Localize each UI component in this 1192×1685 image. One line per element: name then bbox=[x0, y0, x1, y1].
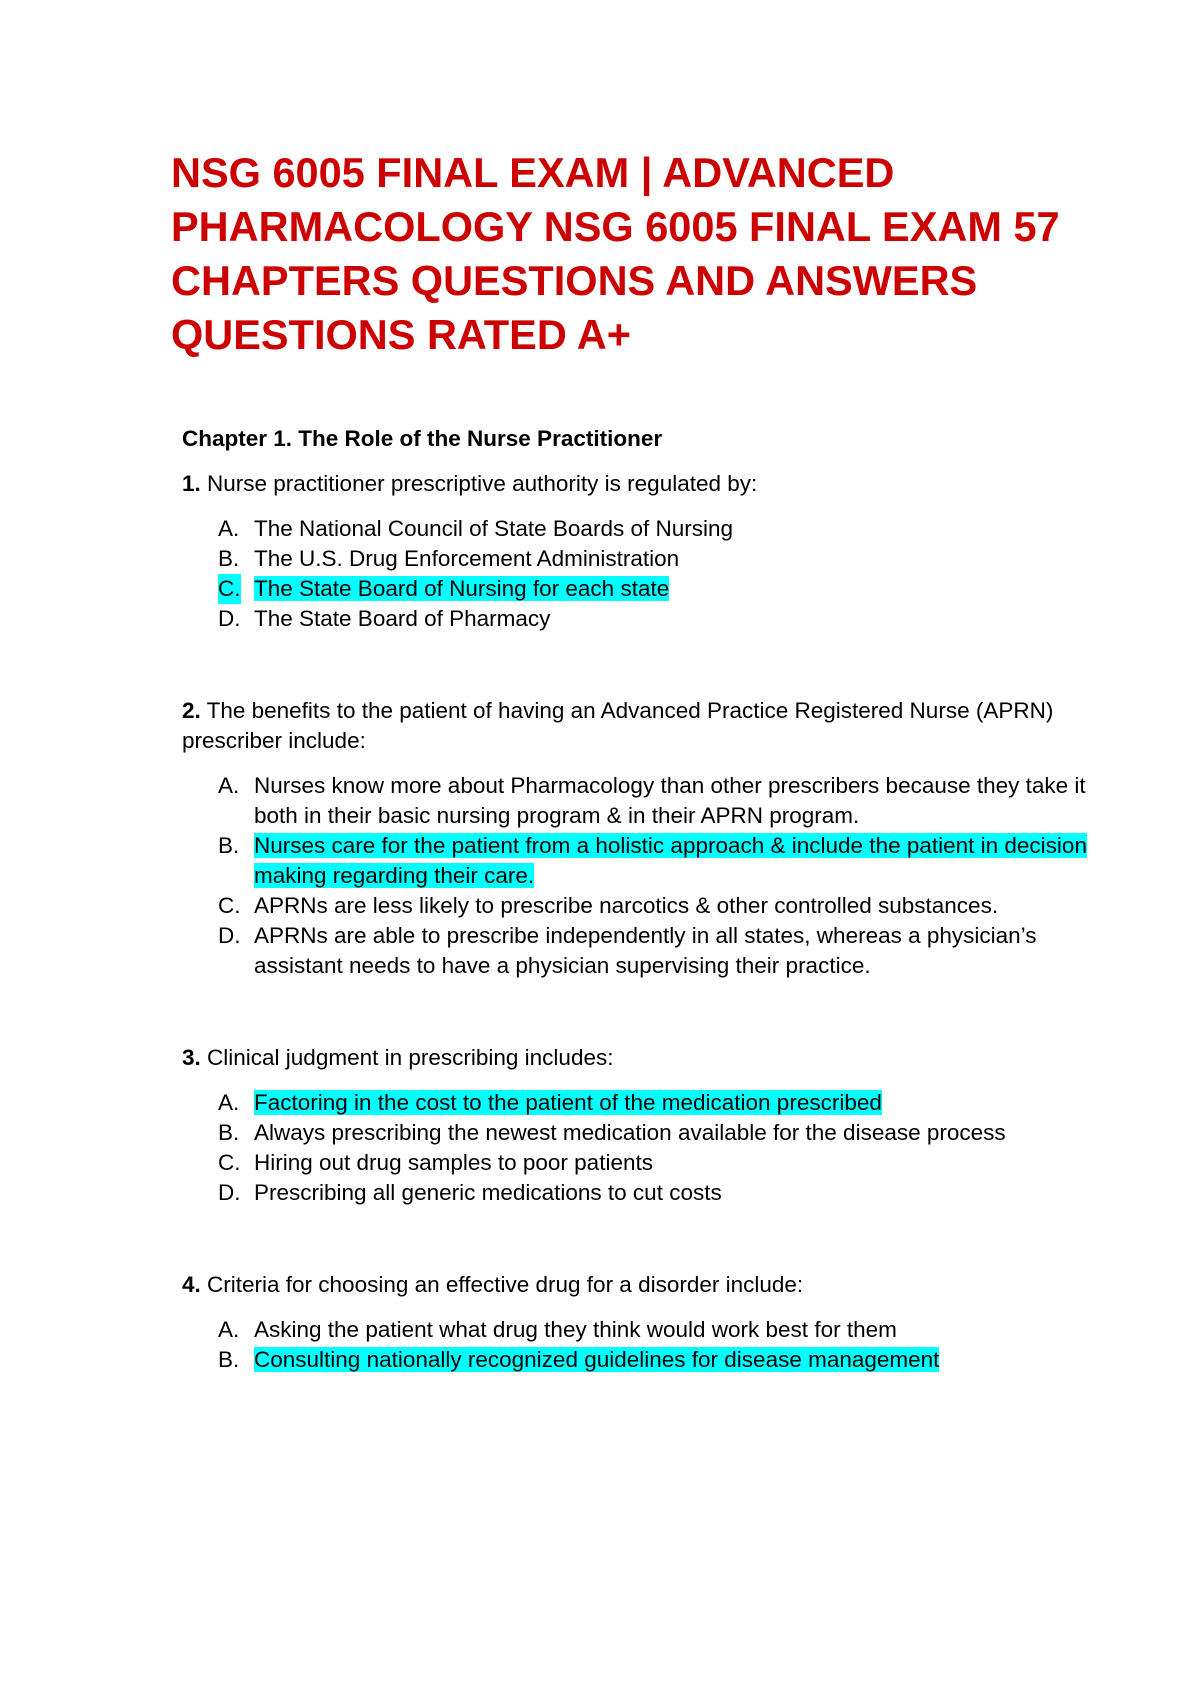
option-text-highlighted: Factoring in the cost to the patient of the medication prescribed bbox=[254, 1090, 882, 1115]
answer-options bbox=[182, 771, 1102, 981]
answer-option bbox=[182, 771, 1102, 831]
option-letter: A. bbox=[218, 773, 240, 798]
question-number: 3. bbox=[182, 1045, 201, 1070]
answer-option-correct bbox=[182, 574, 1102, 604]
question-text: Nurse practitioner prescriptive authority is regulated by: bbox=[200, 471, 758, 496]
document-body bbox=[182, 424, 1102, 1375]
question-number: 1. bbox=[182, 471, 201, 496]
option-letter: B. bbox=[218, 1347, 240, 1372]
chapter-heading: Chapter 1. The Role of the Nurse Practitioner bbox=[182, 426, 663, 451]
question-block bbox=[182, 1270, 1102, 1375]
question-block bbox=[182, 1043, 1102, 1208]
option-letter: A. bbox=[218, 1090, 240, 1115]
option-letter: C. bbox=[218, 893, 241, 918]
answer-options bbox=[182, 514, 1102, 634]
answer-option bbox=[182, 514, 1102, 544]
answer-option bbox=[182, 544, 1102, 574]
option-letter: B. bbox=[218, 1120, 240, 1145]
question-text: Criteria for choosing an effective drug for a disorder include: bbox=[200, 1272, 804, 1297]
answer-options bbox=[182, 1315, 1102, 1375]
option-text: The National Council of State Boards of Nursing bbox=[254, 516, 734, 541]
option-text-highlighted: Nurses care for the patient from a holistic approach & include the patient in decision making regarding their care. bbox=[254, 833, 1087, 888]
option-text-highlighted: Consulting nationally recognized guidelines for disease management bbox=[254, 1347, 940, 1372]
question-prompt bbox=[182, 469, 1102, 499]
question-text: The benefits to the patient of having an Advanced Practice Registered Nurse (APRN) prescriber include: bbox=[182, 698, 1054, 753]
question-block bbox=[182, 696, 1102, 981]
option-text: Asking the patient what drug they think would work best for them bbox=[254, 1317, 897, 1342]
option-text: The U.S. Drug Enforcement Administration bbox=[254, 546, 680, 571]
answer-option-correct bbox=[182, 1345, 1102, 1375]
answer-option bbox=[182, 1315, 1102, 1345]
option-text: Nurses know more about Pharmacology than other prescribers because they take it both in their basic nursing program & in their APRN program. bbox=[254, 773, 1086, 828]
option-letter: D. bbox=[218, 606, 241, 631]
option-letter: D. bbox=[218, 923, 241, 948]
answer-option-correct bbox=[182, 1088, 1102, 1118]
answer-option bbox=[182, 1118, 1102, 1148]
answer-option bbox=[182, 604, 1102, 634]
answer-option bbox=[182, 1178, 1102, 1208]
option-letter: C. bbox=[218, 574, 241, 604]
question-prompt bbox=[182, 1270, 1102, 1300]
option-letter: D. bbox=[218, 1180, 241, 1205]
question-prompt bbox=[182, 1043, 1102, 1073]
option-text: The State Board of Pharmacy bbox=[254, 606, 551, 631]
question-number: 2. bbox=[182, 698, 201, 723]
question-number: 4. bbox=[182, 1272, 201, 1297]
answer-option bbox=[182, 921, 1102, 981]
option-text: APRNs are able to prescribe independently in all states, whereas a physician’s assistant needs to have a physician supervising their practice. bbox=[254, 923, 1037, 978]
question-prompt bbox=[182, 696, 1102, 756]
answer-options bbox=[182, 1088, 1102, 1208]
option-letter: B. bbox=[218, 546, 240, 571]
answer-option bbox=[182, 891, 1102, 921]
option-text: Prescribing all generic medications to cut costs bbox=[254, 1180, 722, 1205]
option-letter: C. bbox=[218, 1150, 241, 1175]
option-text: APRNs are less likely to prescribe narcotics & other controlled substances. bbox=[254, 893, 999, 918]
option-letter: B. bbox=[218, 833, 240, 858]
document-title: NSG 6005 FINAL EXAM | ADVANCED PHARMACOLOGY NSG 6005 FINAL EXAM 57 CHAPTERS QUESTIONS AND ANSWERS QUESTIONS RATED A+ bbox=[171, 149, 1060, 358]
question-text: Clinical judgment in prescribing includes: bbox=[200, 1045, 614, 1070]
option-text-highlighted: The State Board of Nursing for each state bbox=[254, 576, 670, 601]
answer-option bbox=[182, 1148, 1102, 1178]
answer-option-correct bbox=[182, 831, 1102, 891]
option-text: Hiring out drug samples to poor patients bbox=[254, 1150, 653, 1175]
option-text: Always prescribing the newest medication available for the disease process bbox=[254, 1120, 1006, 1145]
option-letter: A. bbox=[218, 1317, 240, 1342]
question-block bbox=[182, 469, 1102, 634]
option-letter: A. bbox=[218, 516, 240, 541]
